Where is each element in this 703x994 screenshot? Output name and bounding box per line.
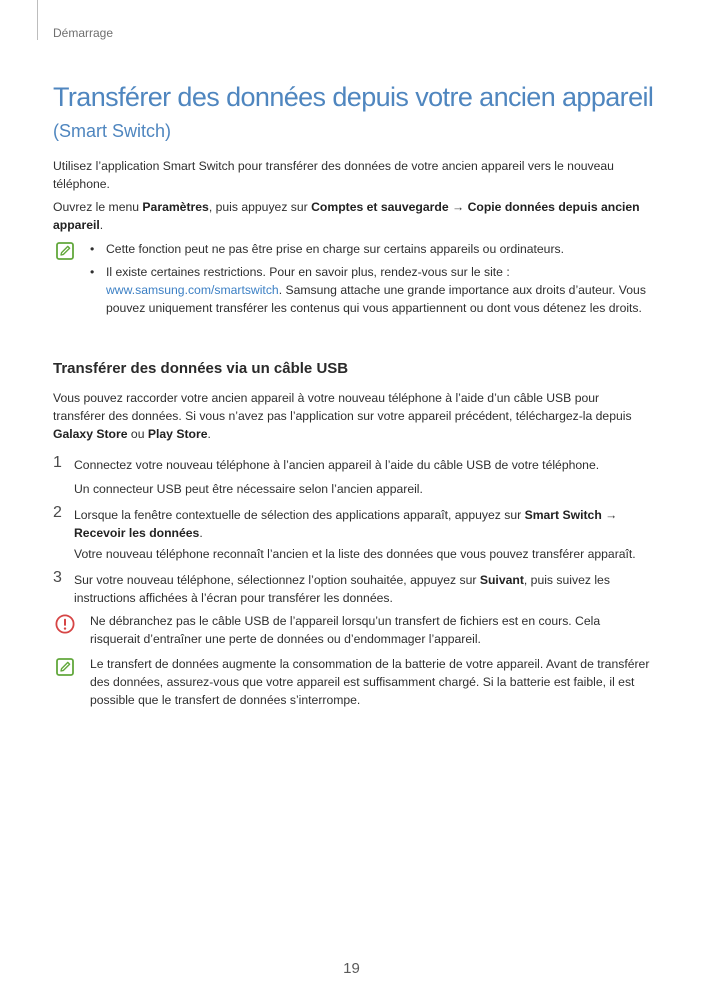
- step-2-text: Lorsque la fenêtre contextuelle de sélection des applications apparaît, appuyez sur Smart Switch → Recevoir les données.: [74, 508, 618, 540]
- next-label: Suivant: [479, 573, 524, 587]
- intro-paragraph: Utilisez l’application Smart Switch pour transférer des données de votre ancien appareil vers le nouveau téléphone.: [53, 159, 614, 191]
- menu-copy: Copie données depuis ancien appareil: [53, 200, 640, 232]
- play-store: Play Store: [147, 427, 208, 441]
- smart-switch-label: Smart Switch: [524, 508, 602, 522]
- step-2-subtext: Votre nouveau téléphone reconnaît l’ancien et la liste des données que vous pouvez transférer apparaît.: [74, 547, 636, 561]
- section-label: Démarrage: [53, 26, 114, 40]
- page-title: Transférer des données depuis votre ancien appareil: [53, 82, 654, 112]
- step-1-subtext: Un connecteur USB peut être nécessaire selon l’ancien appareil.: [74, 482, 423, 496]
- receive-data-label: Recevoir les données: [74, 526, 200, 540]
- step-1-number: 1: [53, 454, 62, 471]
- step-2-number: 2: [53, 504, 62, 521]
- galaxy-store: Galaxy Store: [53, 427, 128, 441]
- note-pencil-icon: [56, 658, 74, 676]
- page-number: 19: [343, 960, 360, 977]
- smartswitch-link[interactable]: www.samsung.com/smartswitch: [106, 283, 279, 297]
- step-3-number: 3: [53, 569, 62, 586]
- menu-settings: Paramètres: [142, 200, 209, 214]
- usb-intro-paragraph: Vous pouvez raccorder votre ancien appareil à votre nouveau téléphone à l’aide d’un câble USB pour transférer des données. Si vous n’avez pas l’application sur votre appareil précédent, téléchargez-la depuis Galaxy Store ou Play Store.: [53, 391, 632, 441]
- usb-section-heading: Transférer des données via un câble USB: [53, 360, 349, 377]
- list-item: • Il existe certaines restrictions. Pour en savoir plus, rendez-vous sur le site : www.samsung.com/smartswitch. Samsung attache une grande importance aux droits d’auteur. Vous pouvez uniquement transférer les contenus qui vous appartiennent ou dont vous détenez les droits.: [88, 263, 653, 317]
- note-pencil-icon: [56, 242, 74, 260]
- caution-text: Ne débranchez pas le câble USB de l’appareil lorsqu’un transfert de fichiers est en cours. Cela risquerait d’entraîner une perte de données ou d’endommager l’appareil.: [90, 614, 601, 646]
- battery-note-text: Le transfert de données augmente la consommation de la batterie de votre appareil. Avant de transférer des données, assurez-vous que votre appareil est suffisamment chargé. Si la batterie est faible, il est possible que le transfert de données s’interrompe.: [90, 657, 650, 707]
- page-subtitle: (Smart Switch): [53, 121, 172, 141]
- menu-path-paragraph: Ouvrez le menu Paramètres, puis appuyez sur Comptes et sauvegarde → Copie données depuis ancien appareil.: [53, 200, 640, 232]
- menu-accounts: Comptes et sauvegarde: [311, 200, 449, 214]
- caution-icon: [55, 614, 75, 634]
- step-3-text: Sur votre nouveau téléphone, sélectionnez l’option souhaitée, appuyez sur Suivant, puis suivez les instructions affichées à l’écran pour transférer les données.: [74, 573, 610, 605]
- step-1-text: Connectez votre nouveau téléphone à l’ancien appareil à l’aide du câble USB de votre téléphone.: [74, 458, 600, 472]
- notes-list: [88, 240, 653, 322]
- header-rule: [37, 0, 38, 40]
- list-item: • Cette fonction peut ne pas être prise en charge sur certains appareils ou ordinateurs.: [88, 240, 653, 258]
